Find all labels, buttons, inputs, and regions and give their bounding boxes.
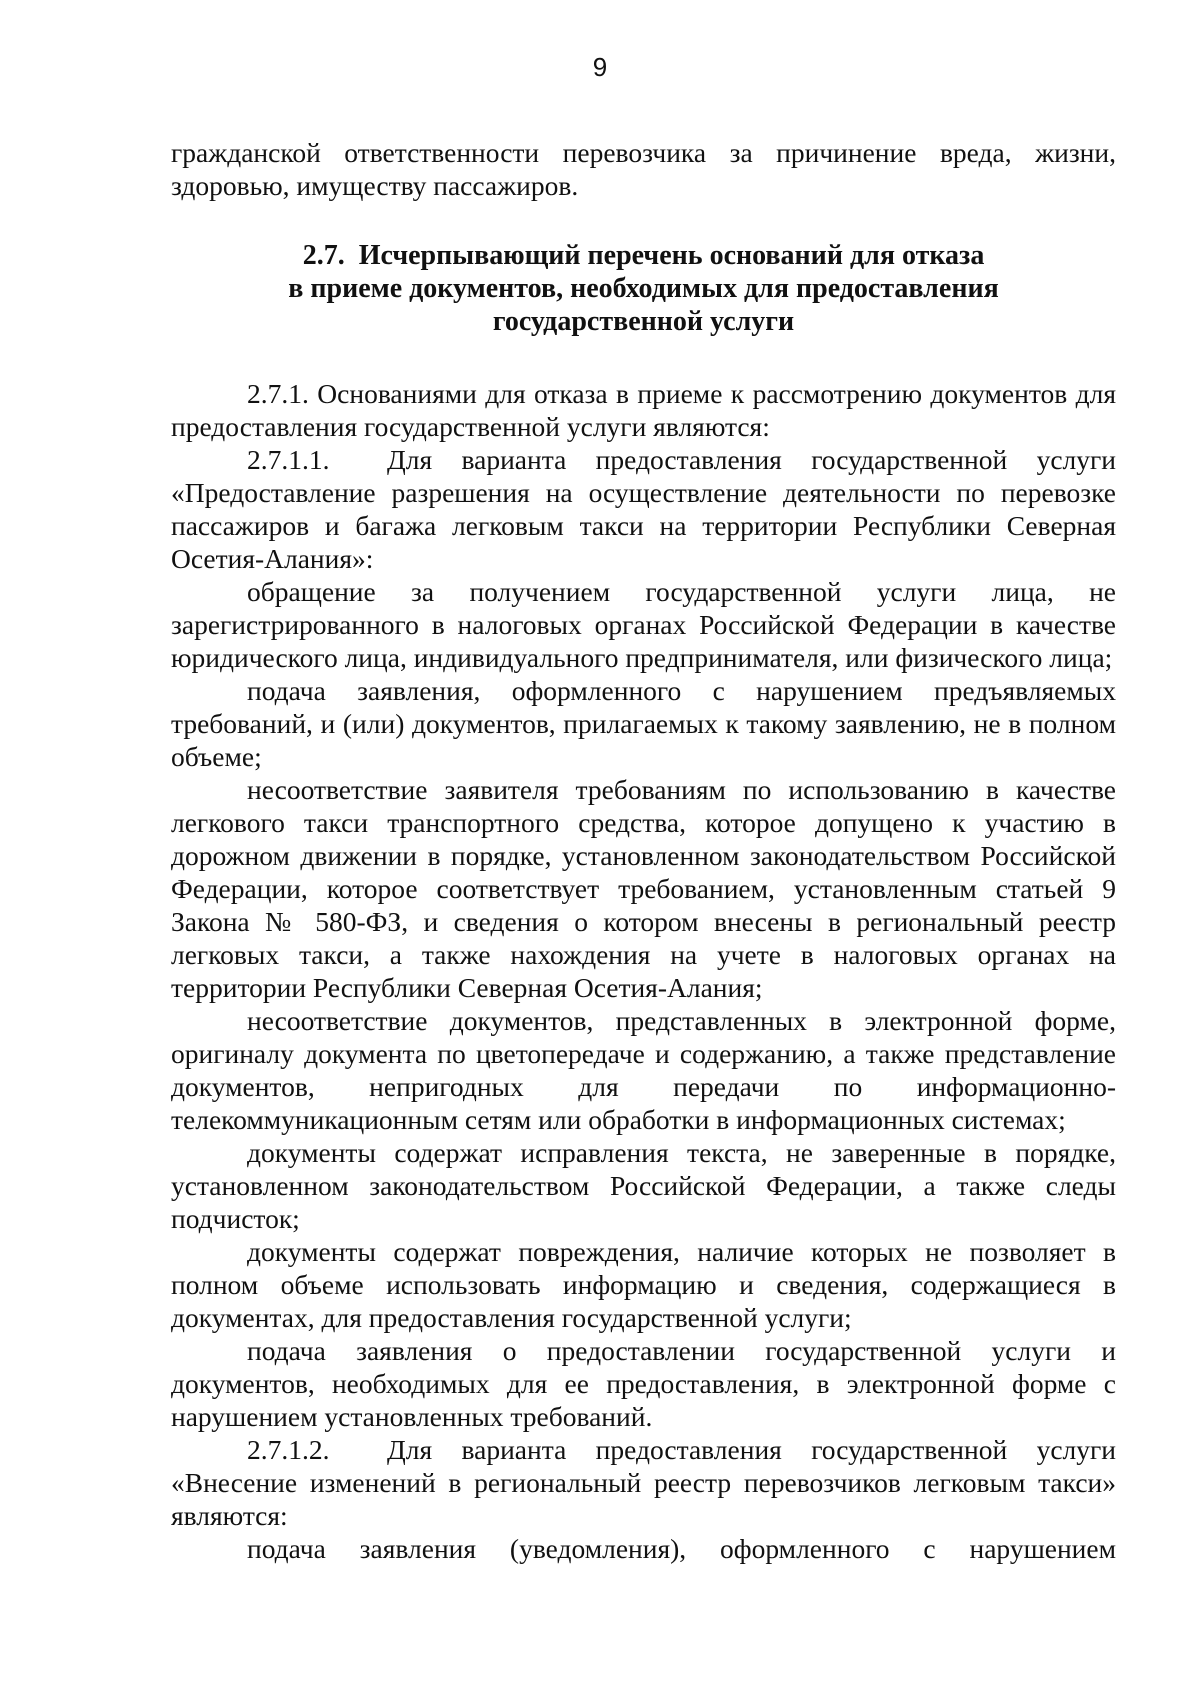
- section-heading-line-2: в приеме документов, необходимых для предоставления: [288, 273, 999, 304]
- section-title-part-1: Исчерпывающий перечень оснований для отказа: [358, 240, 985, 271]
- list-item: несоответствие документов, представленных в электронной форме, оригиналу документа по цветопередаче и содержанию, а также представление документов, непригодных для передачи по информационно-телекоммуникационным сетям или обработки в информационных системах;: [171, 1005, 1116, 1135]
- section-heading-line-1: [171, 239, 1116, 272]
- list-item: подача заявления, оформленного с нарушением предъявляемых требований, и (или) документов, прилагаемых к такому заявлению, не в полном объеме;: [171, 675, 1116, 772]
- list-item: подача заявления о предоставлении государственной услуги и документов, необходимых для ее предоставления, в электронной форме с нарушением установленных требований.: [171, 1335, 1116, 1432]
- paragraph-2-7-1-2: [171, 1433, 1116, 1532]
- page-number: 9: [592, 52, 608, 82]
- clause-text-2-7-1-2: Для варианта предоставления государственной услуги «Внесение изменений в региональный реестр перевозчиков легковым такси» являются:: [171, 1434, 1116, 1531]
- continued-list-item: подача заявления (уведомления), оформленного с нарушением: [247, 1533, 1116, 1564]
- section-number: 2.7.: [302, 240, 345, 271]
- clause-text-2-7-1: Основаниями для отказа в приеме к рассмотрению документов для предоставления государственной услуги являются:: [171, 378, 1116, 442]
- clause-text-2-7-1-1: Для варианта предоставления государственной услуги «Предоставление разрешения на осуществление деятельности по перевозке пассажиров и багажа легковым такси на территории Республики Северная Осетия-Алания»:: [171, 444, 1116, 574]
- clause-number-2-7-1-2: 2.7.1.2.: [247, 1434, 330, 1465]
- section-heading-line-3: государственной услуги: [492, 306, 795, 337]
- list-item: обращение за получением государственной услуги лица, не зарегистрированного в налоговых органах Российской Федерации в качестве юридического лица, индивидуального предпринимателя, или физического лица;: [171, 576, 1116, 673]
- intro-paragraph: гражданской ответственности перевозчика за причинение вреда, жизни, здоровью, имуществу пассажиров.: [171, 137, 1116, 201]
- list-item: документы содержат исправления текста, не заверенные в порядке, установленном законодательством Российской Федерации, а также следы подчисток;: [171, 1137, 1116, 1234]
- clause-number-2-7-1-1: 2.7.1.1.: [247, 444, 330, 475]
- document-body: [171, 136, 1116, 1565]
- paragraph-2-7-1-1: [171, 443, 1116, 575]
- list-item: несоответствие заявителя требованиям по использованию в качестве легкового такси транспортного средства, которое допущено к участию в дорожном движении в порядке, установленном законодательством Российской Федерации, которое соответствует требованием, установленным статьей 9 Закона № 580-ФЗ, и сведения о котором внесены в региональный реестр легковых такси, а также нахождения на учете в налоговых органах на территории Республики Северная Осетия-Алания;: [171, 774, 1116, 1003]
- paragraph-2-7-1: [171, 377, 1116, 443]
- section-heading: [171, 239, 1116, 338]
- list-item: документы содержат повреждения, наличие которых не позволяет в полном объеме использовать информацию и сведения, содержащиеся в документах, для предоставления государственной услуги;: [171, 1236, 1116, 1333]
- clause-number-2-7-1: 2.7.1.: [247, 378, 309, 409]
